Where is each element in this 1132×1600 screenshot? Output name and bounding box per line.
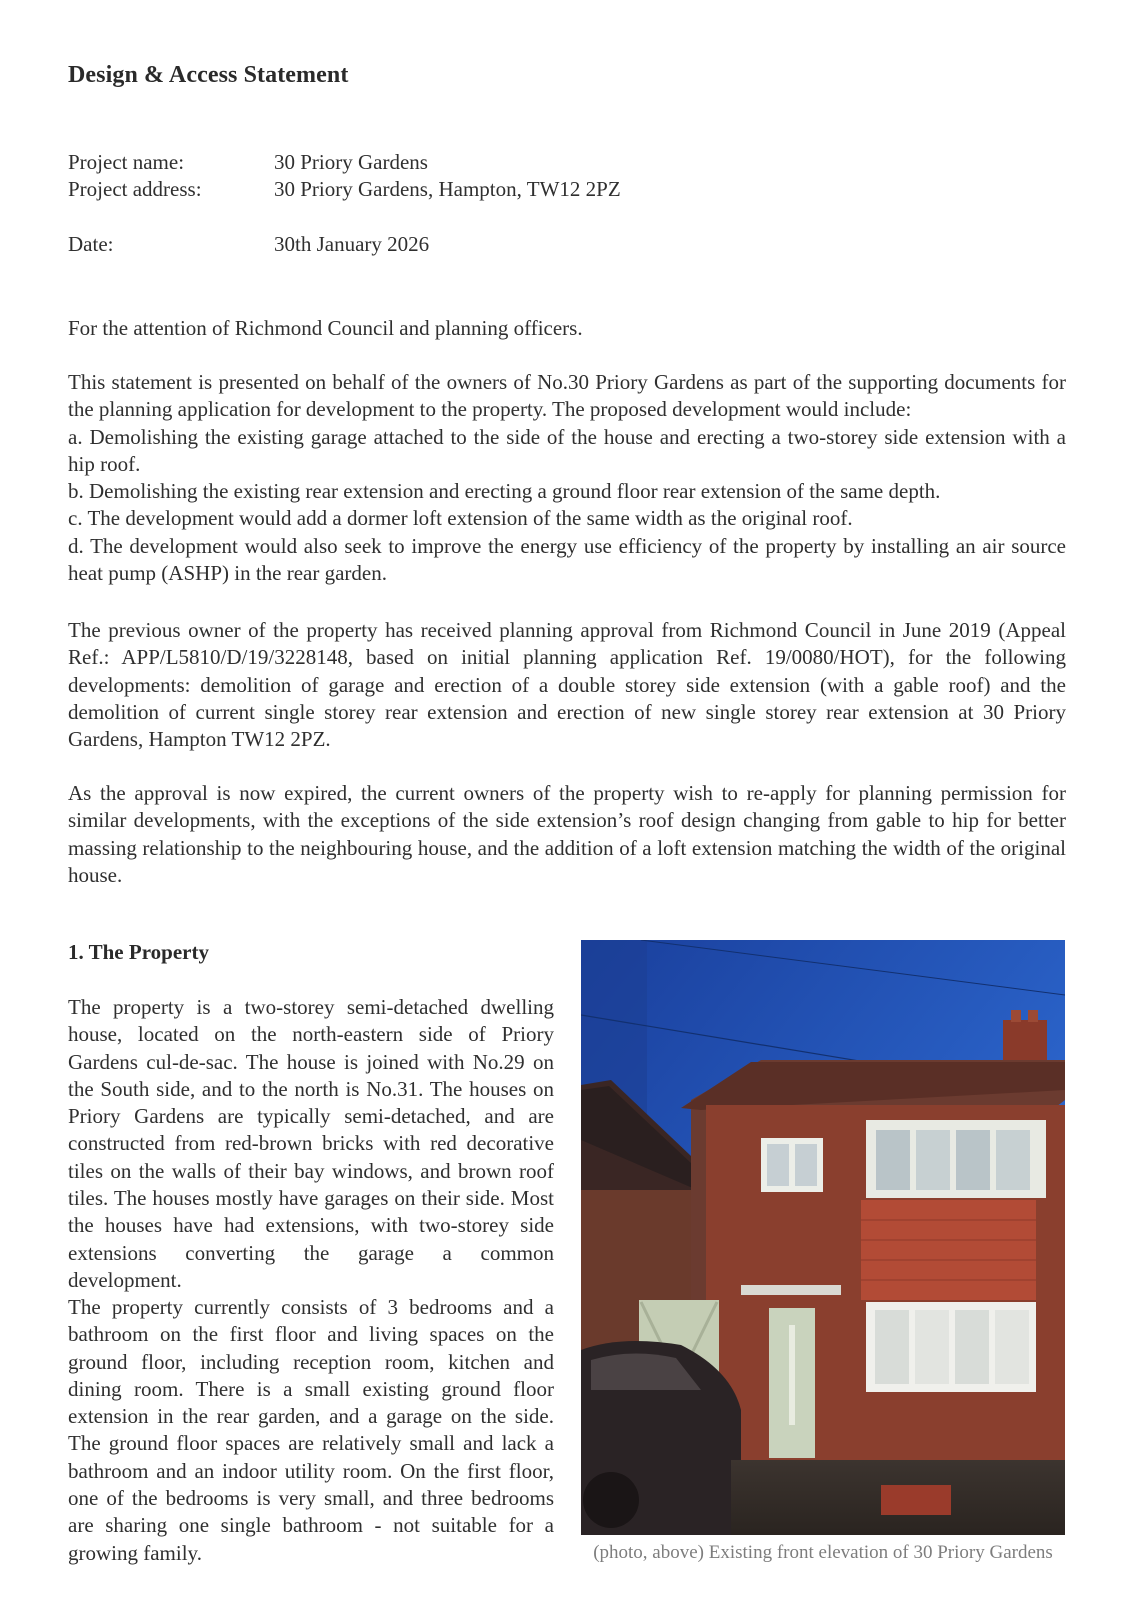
previous-approval-paragraph [68,617,1066,753]
attention-paragraph [68,315,1066,342]
photo-caption: (photo, above) Existing front elevation of 30 Priory Gardens [593,1542,1053,1563]
project-name-value: 30 Priory Gardens [274,150,428,174]
previous-approval-text: The previous owner of the property has received planning approval from Richmond Council in June 2019 (Appeal Ref.: APP/L5810/D/19/3228148, based on initial planning application Ref. 19/0080/HOT), for the following developments: demolition of garage and erection of a double storey side extension (with a gable roof) and the demolition of current single storey rear extension and erection of new single storey rear extension at 30 Priory Gardens, Hampton TW12 2PZ. [68,618,1066,752]
statement-paragraph [68,369,1066,587]
statement-item-b: b. Demolishing the existing rear extension and erecting a ground floor rear extension of the same depth. [68,479,941,504]
document-title: Design & Access Statement [68,62,349,88]
property-current-layout-text: The property currently consists of 3 bedrooms and a bathroom on the first floor and living spaces on the ground floor, including reception room, kitchen and dining room. There is a small existing ground floor extension in the rear garden, and a garage on the side. The ground floor spaces are relatively small and lack a bathroom and an indoor utility room. On the first floor, one of the bedrooms is very small, and three bedrooms are sharing one single bathroom - not suitable for a growing family. [68,1295,554,1565]
house-illustration [581,940,1065,1535]
statement-item-a: a. Demolishing the existing garage attached to the side of the house and erecting a two-storey side extension with a hip roof. [68,424,1066,476]
project-name-label: Project name: [68,150,185,174]
front-elevation-photo [581,940,1065,1535]
attention-text: For the attention of Richmond Council and planning officers. [68,316,583,340]
statement-item-c: c. The development would add a dormer loft extension of the same width as the original roof. [68,506,853,531]
statement-intro: This statement is presented on behalf of the owners of No.30 Priory Gardens as part of the supporting documents for the planning application for development to the property. The proposed development would include: [68,370,1066,422]
property-paragraph-1 [68,994,554,1294]
reapply-text: As the approval is now expired, the current owners of the property wish to re-apply for planning permission for similar developments, with the exceptions of the side extension’s roof design changing from gable to hip for better massing relationship to the neighbouring house, and the addition of a loft extension matching the width of the original house. [68,781,1066,887]
project-address-label: Project address: [68,177,202,201]
date-label: Date: [68,232,114,256]
property-description-text: The property is a two-storey semi-detached dwelling house, located on the north-eastern side of Priory Gardens cul-de-sac. The house is joined with No.29 on the South side, and to the north is No.31. The houses on Priory Gardens are typically semi-detached, and are constructed from red-brown bricks with red decorative tiles on the walls of their bay windows, and brown roof tiles. The houses mostly have garages on their side. Most the houses have had extensions, with two-storey side extensions converting the garage a common development. [68,995,554,1292]
section-1-heading: 1. The Property [68,940,209,964]
date-value: 30th January 2026 [274,232,430,256]
statement-item-d: d. The development would also seek to improve the energy use efficiency of the property by installing an air source heat pump (ASHP) in the rear garden. [68,533,1066,586]
property-paragraph-2 [68,1294,554,1567]
project-address-value: 30 Priory Gardens, Hampton, TW12 2PZ [274,177,621,201]
reapply-paragraph [68,780,1066,889]
